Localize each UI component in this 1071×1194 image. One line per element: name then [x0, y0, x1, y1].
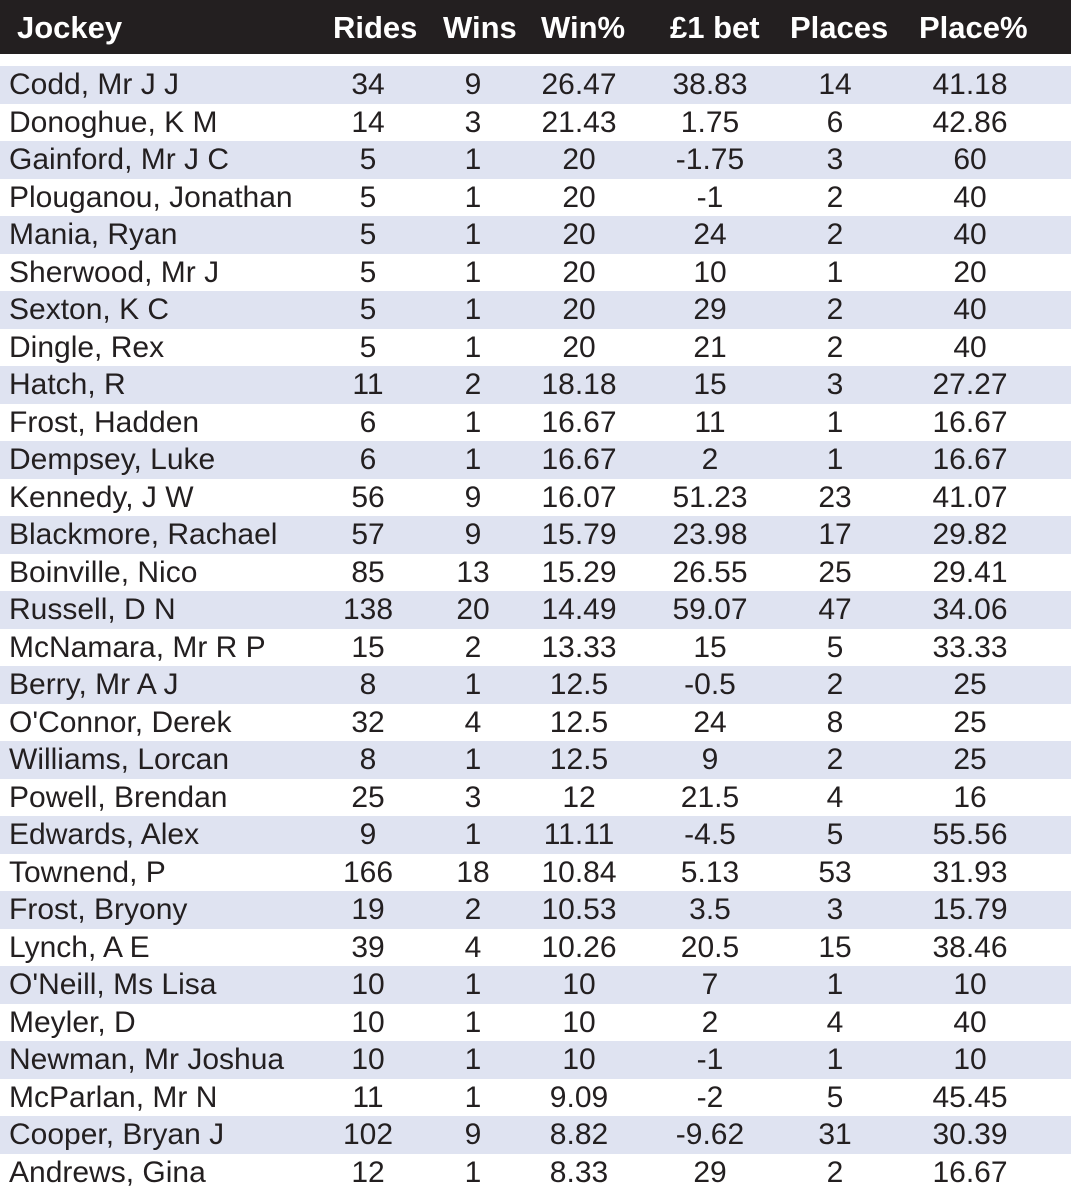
table-row	[0, 516, 1071, 554]
cell-place-pct: 33.33	[932, 630, 1008, 664]
cell-places: 4	[826, 1005, 844, 1039]
cell-places: 1	[826, 255, 844, 289]
cell-win-pct: 16.07	[541, 480, 617, 514]
cell-wins: 9	[464, 68, 482, 101]
cell-win-pct: 12.5	[549, 705, 609, 739]
table-row	[0, 141, 1071, 179]
cell-win-pct: 8.33	[549, 1155, 609, 1189]
cell-places: 47	[818, 593, 852, 626]
cell-places: 3	[826, 368, 844, 401]
cell-places: 2	[826, 218, 844, 251]
cell-rides: 6	[359, 405, 377, 439]
table-row	[0, 891, 1071, 929]
cell-place-pct: 55.56	[932, 818, 1008, 851]
cell-places: 25	[818, 555, 852, 589]
cell-jockey: Andrews, Gina	[9, 1155, 206, 1189]
cell-wins: 20	[456, 593, 490, 626]
cell-jockey: Plouganou, Jonathan	[9, 180, 293, 214]
cell-rides: 166	[342, 855, 394, 889]
cell-wins: 4	[464, 705, 482, 739]
cell-bet: 21.5	[680, 780, 740, 814]
cell-places: 5	[826, 1080, 844, 1114]
cell-bet: 20.5	[680, 930, 740, 964]
cell-bet: 26.55	[672, 555, 748, 589]
cell-place-pct: 15.79	[932, 893, 1008, 926]
cell-place-pct: 25	[953, 743, 987, 776]
cell-wins: 2	[464, 630, 482, 664]
cell-jockey: McParlan, Mr N	[9, 1080, 218, 1114]
cell-place-pct: 40	[953, 293, 987, 326]
cell-rides: 10	[351, 968, 385, 1001]
cell-win-pct: 8.82	[549, 1118, 609, 1151]
cell-rides: 32	[351, 705, 385, 739]
header-place-pct: Place%	[919, 10, 1028, 45]
cell-place-pct: 40	[953, 180, 987, 214]
table-row	[0, 854, 1071, 892]
table-row	[0, 104, 1071, 142]
cell-jockey: Williams, Lorcan	[9, 743, 230, 776]
cell-places: 14	[818, 68, 852, 101]
cell-places: 1	[826, 443, 844, 476]
cell-wins: 1	[464, 255, 482, 289]
cell-places: 4	[826, 780, 844, 814]
table-row	[0, 666, 1071, 704]
cell-places: 6	[826, 105, 844, 139]
cell-wins: 3	[464, 780, 482, 814]
cell-jockey: Edwards, Alex	[9, 818, 200, 851]
cell-bet: 11	[694, 405, 726, 439]
table-row	[0, 816, 1071, 854]
cell-win-pct: 21.43	[541, 105, 617, 139]
cell-jockey: Boinville, Nico	[9, 555, 198, 589]
cell-win-pct: 20	[562, 218, 596, 251]
cell-bet: 5.13	[680, 855, 740, 889]
table-row	[0, 1154, 1071, 1192]
cell-bet: 38.83	[672, 68, 748, 101]
table-row	[0, 254, 1071, 292]
cell-rides: 5	[359, 255, 377, 289]
cell-jockey: Gainford, Mr J C	[9, 143, 230, 176]
cell-bet: 9	[701, 743, 719, 776]
cell-places: 2	[826, 1155, 844, 1189]
cell-win-pct: 10	[562, 1043, 596, 1076]
cell-bet: 23.98	[672, 518, 748, 551]
cell-wins: 1	[464, 218, 482, 251]
cell-places: 31	[818, 1118, 852, 1151]
cell-rides: 10	[351, 1043, 385, 1076]
cell-wins: 1	[464, 968, 482, 1001]
table-row	[0, 929, 1071, 967]
cell-jockey: Frost, Hadden	[9, 405, 200, 439]
cell-wins: 1	[464, 1043, 482, 1076]
cell-place-pct: 40	[953, 330, 987, 364]
cell-places: 15	[818, 930, 852, 964]
cell-rides: 19	[351, 893, 385, 926]
cell-rides: 10	[351, 1005, 385, 1039]
cell-jockey: McNamara, Mr R P	[9, 630, 266, 664]
cell-rides: 15	[351, 630, 385, 664]
cell-win-pct: 16.67	[541, 443, 617, 476]
cell-place-pct: 10	[953, 968, 987, 1001]
cell-wins: 1	[464, 668, 482, 701]
table-row	[0, 404, 1071, 442]
table-row	[0, 179, 1071, 217]
cell-rides: 14	[351, 105, 385, 139]
cell-places: 1	[826, 1043, 844, 1076]
cell-wins: 1	[464, 818, 482, 851]
cell-rides: 5	[359, 143, 377, 176]
table-row	[0, 591, 1071, 629]
cell-jockey: Meyler, D	[9, 1005, 136, 1039]
cell-wins: 13	[456, 555, 490, 589]
cell-wins: 1	[464, 1155, 482, 1189]
cell-jockey: Dingle, Rex	[9, 330, 165, 364]
cell-win-pct: 10.84	[541, 855, 617, 889]
table-row	[0, 629, 1071, 667]
cell-wins: 4	[464, 930, 482, 964]
cell-bet: 3.5	[689, 893, 731, 926]
cell-win-pct: 15.79	[541, 518, 617, 551]
cell-jockey: Sherwood, Mr J	[9, 255, 220, 289]
cell-bet: 15	[693, 368, 727, 401]
cell-place-pct: 60	[953, 143, 987, 176]
cell-bet: -1	[696, 180, 724, 214]
table-row	[0, 479, 1071, 517]
cell-places: 2	[826, 743, 844, 776]
cell-jockey: Blackmore, Rachael	[9, 518, 278, 551]
cell-wins: 2	[464, 368, 482, 401]
cell-bet: 29	[693, 293, 727, 326]
cell-win-pct: 15.29	[541, 555, 617, 589]
cell-bet: 24	[693, 218, 727, 251]
table-body	[0, 66, 1071, 1191]
cell-place-pct: 42.86	[932, 105, 1008, 139]
cell-place-pct: 10	[953, 1043, 987, 1076]
cell-place-pct: 25	[953, 668, 987, 701]
cell-jockey: Hatch, R	[9, 368, 126, 401]
cell-bet: 24	[693, 705, 727, 739]
cell-place-pct: 34.06	[932, 593, 1008, 626]
cell-win-pct: 9.09	[549, 1080, 609, 1114]
cell-bet: -9.62	[675, 1118, 745, 1151]
cell-places: 1	[826, 968, 844, 1001]
cell-wins: 1	[464, 293, 482, 326]
cell-rides: 8	[359, 743, 377, 776]
header-win-pct: Win%	[541, 10, 626, 45]
table-row	[0, 1041, 1071, 1079]
cell-places: 2	[826, 293, 844, 326]
cell-wins: 1	[464, 1080, 482, 1114]
cell-wins: 1	[464, 443, 482, 476]
cell-rides: 34	[351, 68, 385, 101]
cell-win-pct: 10.53	[541, 893, 617, 926]
table-row	[0, 554, 1071, 592]
cell-rides: 8	[359, 668, 377, 701]
cell-bet: -2	[696, 1080, 724, 1114]
cell-rides: 85	[351, 555, 385, 589]
cell-jockey: Dempsey, Luke	[9, 443, 216, 476]
cell-place-pct: 25	[953, 705, 987, 739]
cell-win-pct: 10	[562, 968, 596, 1001]
cell-win-pct: 20	[562, 255, 596, 289]
cell-wins: 1	[464, 143, 482, 176]
cell-places: 3	[826, 143, 844, 176]
cell-jockey: O'Neill, Ms Lisa	[9, 968, 217, 1001]
cell-bet: 1.75	[680, 105, 740, 139]
table-row	[0, 66, 1071, 104]
table-row	[0, 966, 1071, 1004]
cell-bet: -1	[696, 1043, 724, 1076]
cell-place-pct: 41.07	[932, 480, 1008, 514]
cell-place-pct: 16.67	[932, 443, 1008, 476]
table-row	[0, 1079, 1071, 1117]
cell-place-pct: 38.46	[932, 930, 1008, 964]
cell-win-pct: 12.5	[549, 668, 609, 701]
cell-rides: 102	[342, 1118, 394, 1151]
cell-place-pct: 31.93	[932, 855, 1008, 889]
cell-jockey: Sexton, K C	[9, 293, 170, 326]
cell-places: 2	[826, 180, 844, 214]
cell-place-pct: 20	[953, 255, 987, 289]
table-row	[0, 779, 1071, 817]
table-row	[0, 1116, 1071, 1154]
cell-jockey: Newman, Mr Joshua	[9, 1043, 285, 1076]
table-header	[0, 0, 1071, 54]
cell-win-pct: 11.11	[543, 818, 615, 851]
cell-jockey: Russell, D N	[9, 593, 176, 626]
cell-bet: 10	[693, 255, 727, 289]
cell-win-pct: 20	[562, 143, 596, 176]
cell-win-pct: 13.33	[541, 630, 617, 664]
cell-bet: 15	[693, 630, 727, 664]
cell-win-pct: 12.5	[549, 743, 609, 776]
cell-bet: 59.07	[672, 593, 748, 626]
cell-rides: 25	[351, 780, 385, 814]
cell-bet: 2	[701, 443, 719, 476]
cell-place-pct: 40	[953, 1005, 987, 1039]
cell-wins: 1	[464, 1005, 482, 1039]
table-row	[0, 704, 1071, 742]
cell-bet: -1.75	[675, 143, 745, 176]
cell-places: 5	[826, 630, 844, 664]
table-row	[0, 441, 1071, 479]
cell-wins: 3	[464, 105, 482, 139]
cell-win-pct: 20	[562, 330, 596, 364]
cell-rides: 11	[352, 1080, 384, 1114]
table-row	[0, 741, 1071, 779]
cell-win-pct: 10	[562, 1005, 596, 1039]
cell-win-pct: 10.26	[541, 930, 617, 964]
cell-jockey: Powell, Brendan	[9, 780, 228, 814]
cell-places: 1	[826, 405, 844, 439]
header-wins: Wins	[443, 10, 517, 45]
table-row	[0, 329, 1071, 367]
cell-rides: 6	[359, 443, 377, 476]
cell-jockey: Berry, Mr A J	[9, 668, 179, 701]
cell-win-pct: 26.47	[541, 68, 617, 101]
cell-place-pct: 16.67	[932, 1155, 1008, 1189]
table-row	[0, 216, 1071, 254]
cell-bet: -4.5	[684, 818, 736, 851]
cell-win-pct: 14.49	[541, 593, 617, 626]
cell-jockey: Mania, Ryan	[9, 218, 178, 251]
cell-rides: 56	[351, 480, 385, 514]
cell-places: 3	[826, 893, 844, 926]
cell-places: 2	[826, 330, 844, 364]
cell-places: 23	[818, 480, 852, 514]
cell-wins: 2	[464, 893, 482, 926]
cell-rides: 57	[351, 518, 385, 551]
cell-bet: 7	[701, 968, 719, 1001]
cell-bet: -0.5	[684, 668, 736, 701]
cell-places: 8	[826, 705, 844, 739]
cell-rides: 5	[359, 180, 377, 214]
cell-jockey: Frost, Bryony	[9, 893, 188, 926]
cell-win-pct: 20	[562, 180, 596, 214]
cell-place-pct: 45.45	[932, 1080, 1008, 1114]
cell-wins: 1	[464, 180, 482, 214]
cell-place-pct: 30.39	[932, 1118, 1008, 1151]
cell-bet: 51.23	[672, 480, 748, 514]
cell-rides: 11	[352, 368, 384, 401]
cell-jockey: Donoghue, K M	[9, 105, 218, 139]
cell-place-pct: 27.27	[932, 368, 1008, 401]
cell-place-pct: 16	[953, 780, 987, 814]
cell-jockey: Kennedy, J W	[9, 480, 194, 514]
cell-rides: 12	[351, 1155, 385, 1189]
cell-rides: 5	[359, 218, 377, 251]
cell-places: 17	[818, 518, 852, 551]
header-places: Places	[790, 10, 889, 45]
cell-win-pct: 18.18	[541, 368, 617, 401]
cell-wins: 9	[464, 518, 482, 551]
cell-wins: 1	[464, 330, 482, 364]
cell-place-pct: 29.82	[932, 518, 1008, 551]
header-bet: £1 bet	[670, 10, 760, 45]
cell-wins: 1	[464, 743, 482, 776]
cell-places: 53	[818, 855, 852, 889]
cell-wins: 9	[464, 480, 482, 514]
cell-bet: 2	[701, 1005, 719, 1039]
cell-places: 5	[826, 818, 844, 851]
cell-jockey: O'Connor, Derek	[9, 705, 232, 739]
cell-wins: 18	[456, 855, 490, 889]
table-row	[0, 291, 1071, 329]
cell-jockey: Townend, P	[9, 855, 166, 889]
cell-win-pct: 20	[562, 293, 596, 326]
header-rides: Rides	[333, 10, 418, 45]
cell-win-pct: 16.67	[541, 405, 617, 439]
table-row	[0, 1004, 1071, 1042]
cell-places: 2	[826, 668, 844, 701]
header-divider	[0, 54, 1071, 66]
cell-wins: 1	[464, 405, 482, 439]
cell-place-pct: 16.67	[932, 405, 1008, 439]
cell-wins: 9	[464, 1118, 482, 1151]
cell-place-pct: 29.41	[932, 555, 1008, 589]
cell-jockey: Cooper, Bryan J	[9, 1118, 225, 1151]
cell-place-pct: 41.18	[932, 68, 1008, 101]
cell-jockey: Codd, Mr J J	[9, 68, 180, 101]
cell-rides: 39	[351, 930, 385, 964]
cell-jockey: Lynch, A E	[9, 930, 150, 964]
header-jockey: Jockey	[17, 10, 123, 45]
table-row	[0, 366, 1071, 404]
cell-bet: 21	[693, 330, 727, 364]
cell-rides: 5	[359, 330, 377, 364]
cell-place-pct: 40	[953, 218, 987, 251]
cell-rides: 5	[359, 293, 377, 326]
cell-bet: 29	[693, 1155, 727, 1189]
cell-rides: 9	[359, 818, 377, 851]
cell-rides: 138	[342, 593, 394, 626]
cell-win-pct: 12	[562, 780, 596, 814]
